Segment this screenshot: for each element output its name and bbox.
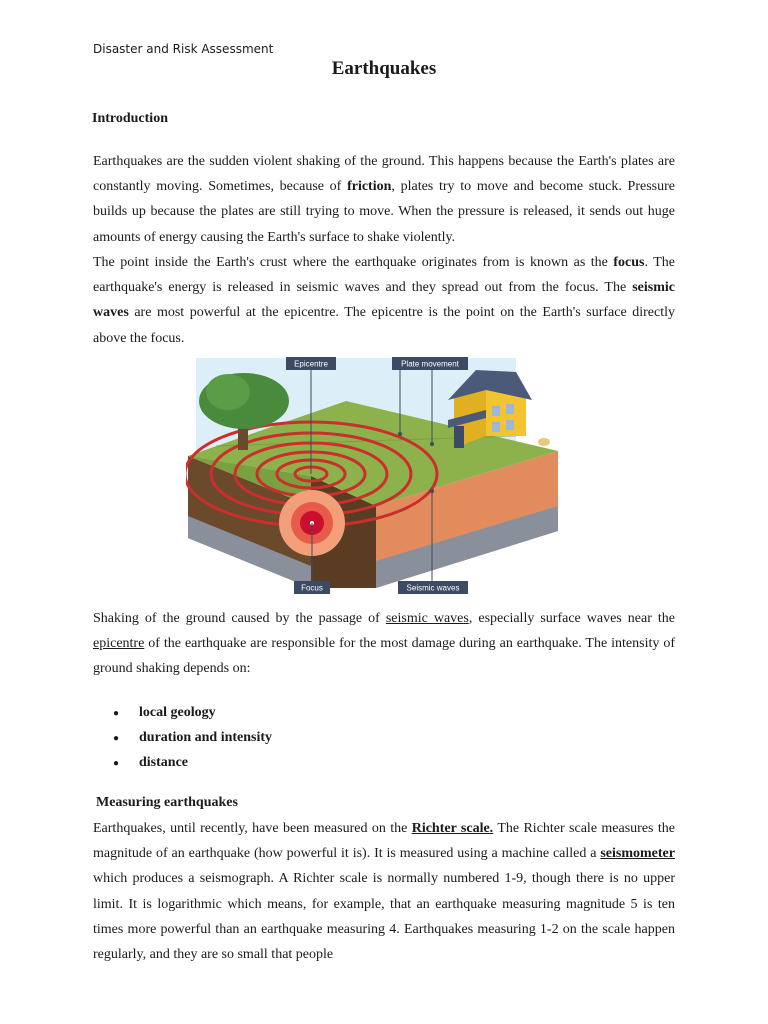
link-seismic-waves: seismic waves	[385, 611, 469, 626]
list-item: ● distance	[113, 750, 272, 775]
bullet-icon: ●	[113, 758, 120, 770]
page-title: Earthquakes	[331, 58, 437, 79]
section-heading-introduction: Introduction	[92, 111, 168, 126]
term-focus: focus	[613, 255, 645, 270]
list-item: ● local geology	[113, 700, 272, 725]
running-header: Disaster and Risk Assessment	[93, 42, 274, 56]
paragraph-measuring: Earthquakes, until recently, have been measured on the Richter scale. The Richter scale measures the magnitude of an earthquake (how powerful it is). It is measured using a machine called a seismometer which produces a seismograph. A Richter scale is normally numbered 1-9, though there is no upper limit. It is logarithmic which means, for example, that an earthquake measuring magnitude 5 is ten times more powerful than an earthquake measuring 4. Earthquakes measuring 1-2 on the scale happen regularly, and they are so small that people	[93, 821, 675, 963]
bullet-icon: ●	[113, 733, 120, 745]
label-focus: Focus	[301, 583, 323, 593]
bullet-icon: ●	[113, 708, 120, 719]
term-friction: friction	[347, 179, 392, 195]
label-seismic-waves: Seismic waves	[406, 583, 460, 593]
bullet-list	[113, 700, 272, 776]
section-heading-measuring: Measuring earthquakes	[96, 795, 238, 810]
list-item: ● duration and intensity	[113, 725, 272, 750]
link-epicentre: epicentre	[93, 636, 145, 652]
paragraph-focus: The point inside the Earth's crust where the earthquake originates from is known as the focus. The earthquake's energy is released in seismic waves and they spread out from the focus. The seismic waves are most powerful at the epicentre. The epicentre is the point on the Earth's surface directly above the focus.	[93, 255, 676, 346]
label-plate-movement: Plate movement	[401, 359, 459, 369]
term-seismometer: seismometer	[600, 846, 675, 862]
paragraph-shaking: Shaking of the ground caused by the passage of seismic waves, especially surface waves near the epicentre of the earthquake are responsible for the most damage during an earthquake. The intensity of ground shaking depends on:	[93, 611, 675, 677]
paragraph-intro: Earthquakes are the sudden violent shaking of the ground. This happens because the Earth's plates are constantly moving. Sometimes, because of friction, plates try to move and become stuck. Pressure builds up because the plates are still trying to move. When the pressure is released, it sends out huge amounts of energy causing the Earth's surface to shake violently.	[93, 154, 675, 245]
label-epicentre: Epicentre	[294, 359, 328, 369]
term-richter-scale: Richter scale.	[411, 821, 494, 836]
term-seismic-waves: seismic waves	[93, 280, 675, 321]
earthquake-diagram	[186, 356, 561, 596]
